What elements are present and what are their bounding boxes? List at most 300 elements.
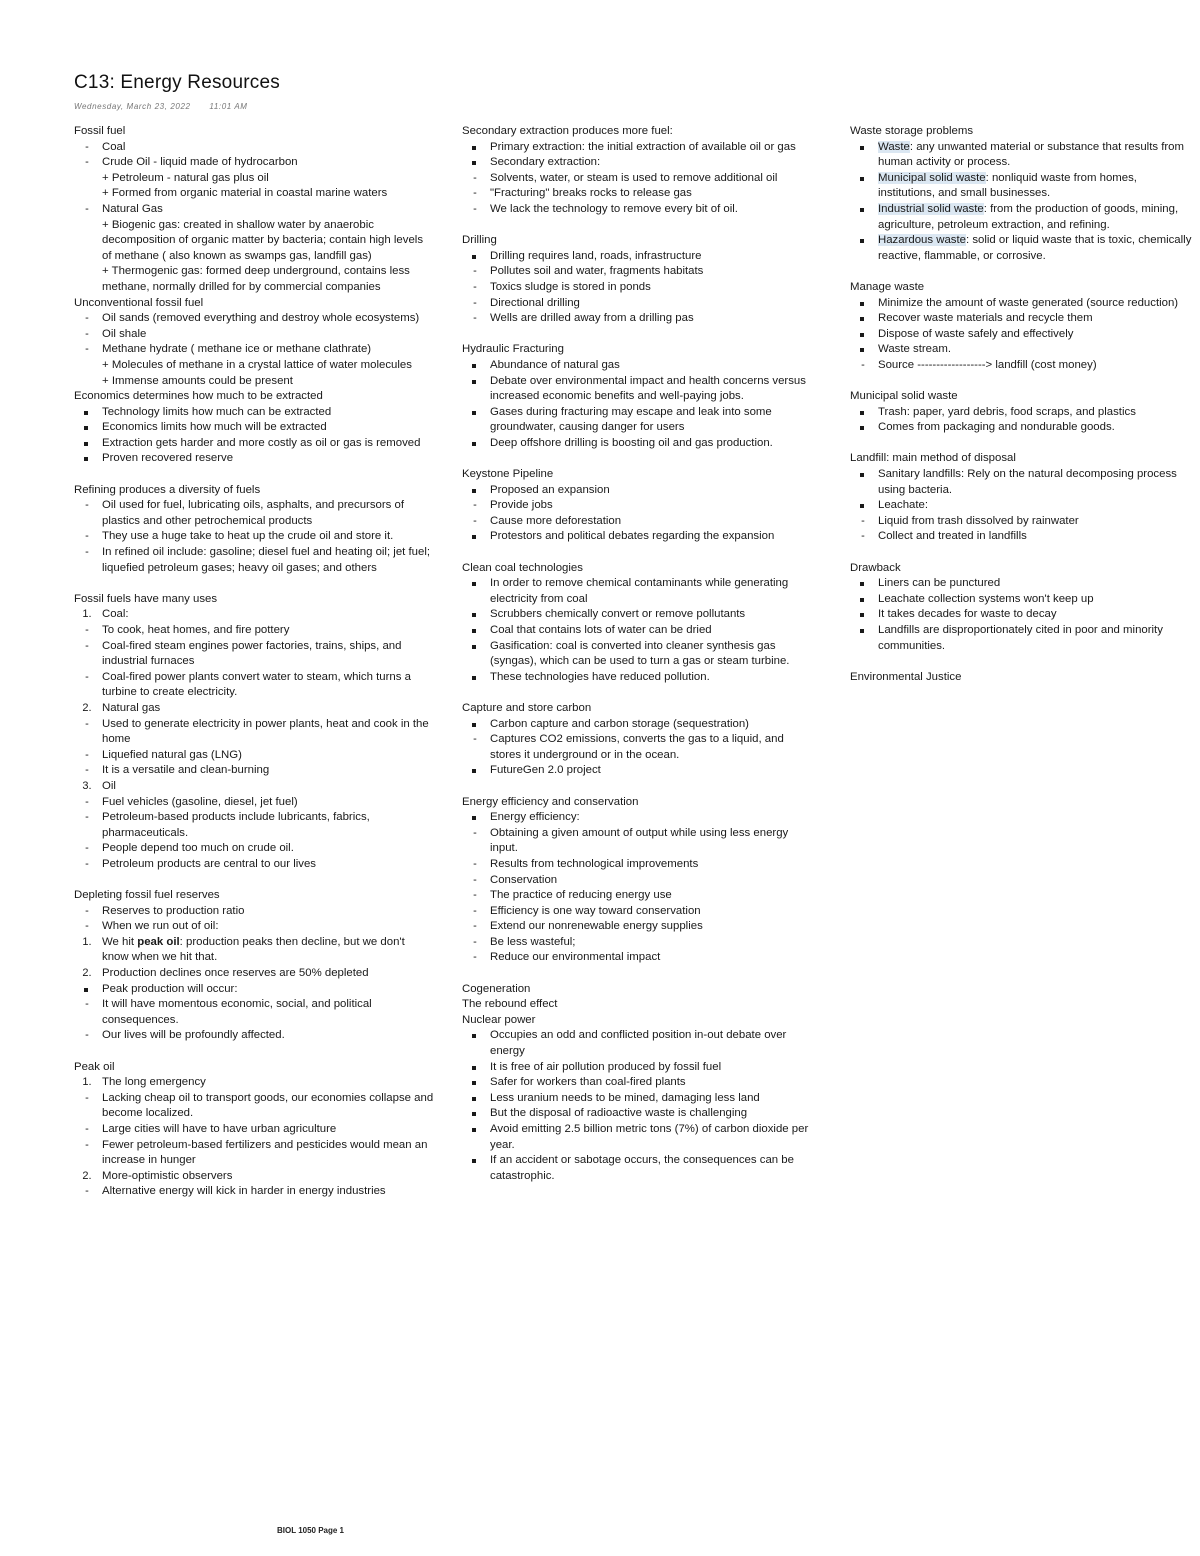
item-text: It is free of air pollution produced by fossil fuel [490,1060,722,1073]
item-text: Fewer petroleum-based fertilizers and pesticides would mean an increase in hunger [102,1138,428,1167]
dash-bullet-icon: - [85,1138,89,1151]
item-text: Obtaining a given amount of output while using less energy input. [490,826,789,855]
item-text: Our lives will be profoundly affected. [102,1029,285,1042]
list-item [74,140,434,156]
item-text: : nonliquid waste from homes, institutions, and small businesses. [878,171,1137,200]
list-item [850,342,1195,358]
dash-bullet-icon: - [85,156,89,169]
item-text: Extend our nonrenewable energy supplies [490,920,703,933]
item-text: Peak production will occur: [102,982,238,995]
list-item [74,420,434,436]
item-text: But the disposal of radioactive waste is challenging [490,1107,748,1120]
item-text: Abundance of natural gas [490,358,620,371]
list-item [462,732,817,763]
list-item [74,982,434,998]
item-text: Landfills are disproportionately cited in poor and minority communities. [878,624,1163,652]
item-text: Energy efficiency and conservation [462,795,639,808]
list-item [462,1106,817,1122]
item-text: + Petroleum - natural gas plus oil [102,171,269,184]
list-item [462,529,817,545]
list-item [74,186,434,202]
item-text: + Thermogenic gas: formed deep underground, contains less methane, normally drilled for by commercial companies [102,265,410,293]
item-text: Unconventional fossil fuel [74,296,204,309]
list-item [74,1028,434,1044]
list-item [462,171,817,187]
item-text: Hydraulic Fracturing [462,343,564,356]
item-text: Coal-fired power plants convert water to steam, which turns a turbine to create electricity. [102,670,411,699]
dash-bullet-icon: - [861,530,865,543]
dash-bullet-icon: - [473,171,477,184]
dash-bullet-icon: - [85,1123,89,1135]
item-text: Manage waste [850,280,925,293]
item-text: Leachate: [878,499,929,512]
item-text: Petroleum products are central to our lives [102,857,316,870]
highlighted-term: Municipal solid waste [878,171,986,184]
highlighted-term: Hazardous waste [878,234,967,247]
list-item [74,374,434,390]
list-item [462,607,817,623]
list-number: 1. [82,608,92,621]
item-text: Less uranium needs to be mined, damaging less land [490,1091,760,1104]
section-heading [462,467,817,483]
list-item [74,264,434,295]
item-text: Fossil fuels have many uses [74,592,218,605]
list-item [74,623,434,639]
item-text: Drilling [462,234,497,247]
list-item [462,873,817,889]
dash-bullet-icon: - [85,1091,89,1104]
list-item [74,841,434,857]
highlighted-term: Waste [878,140,910,153]
list-item [850,140,1195,171]
item-text: Results from technological improvements [490,857,699,870]
item-text: Carbon capture and carbon storage (sequestration) [490,717,749,730]
list-item [462,514,817,530]
list-number: 2. [82,967,92,980]
item-text: It is a versatile and clean-burning [102,764,270,777]
list-item [74,779,434,795]
item-text: Collect and treated in landfills [878,530,1027,543]
list-item [462,155,817,171]
item-text: Economics limits how much will be extracted [102,421,327,434]
item-text: Extraction gets harder and more costly as oil or gas is removed [102,436,421,449]
item-text: Directional drilling [490,296,580,309]
list-item [74,498,434,529]
list-item [74,327,434,343]
item-text: : any unwanted material or substance that results from human activity or process. [878,140,1185,169]
item-text: Landfill: main method of disposal [850,452,1016,465]
item-text: Wells are drilled away from a drilling pas [490,312,694,325]
list-item [74,342,434,358]
item-text: Provide jobs [490,499,553,512]
list-item [462,358,817,374]
list-item [850,498,1195,514]
list-item [462,405,817,436]
list-item [74,1091,434,1122]
section-heading [74,483,434,499]
item-text: Coal: [102,608,129,621]
section-heading [850,451,1195,467]
dash-bullet-icon: - [85,748,89,761]
notes-column-1 [74,124,434,1200]
item-text: Reduce our environmental impact [490,951,661,964]
list-item [462,935,817,951]
item-text: To cook, heat homes, and fire pottery [102,624,290,636]
item-text: Cogeneration [462,982,531,995]
list-item [850,592,1195,608]
item-text: Coal-fired steam engines power factories, trains, ships, and industrial furnaces [102,639,402,668]
dash-bullet-icon: - [85,998,89,1011]
item-text: Drawback [850,561,901,574]
dash-bullet-icon: - [473,265,477,278]
list-item [462,140,817,156]
item-text: Safer for workers than coal-fired plants [490,1076,686,1089]
section-heading [462,701,817,717]
item-text: Used to generate electricity in power plants, heat and cook in the home [102,717,429,746]
dash-bullet-icon: - [473,280,477,293]
section-heading [74,888,434,904]
item-text: It will have momentous economic, social, and political consequences. [102,998,372,1026]
item-text: Capture and store carbon [462,701,592,714]
list-item [850,171,1195,202]
list-item [850,405,1195,421]
item-text: Gases during fracturing may escape and leak into some groundwater, causing danger for users [490,405,772,434]
item-text: Occupies an odd and conflicted position in-out debate over energy [490,1029,787,1058]
item-text: Municipal solid waste [850,390,958,403]
dash-bullet-icon: - [85,499,89,512]
section-heading [850,561,1195,577]
item-text: Toxics sludge is stored in ponds [490,280,651,293]
list-item [462,623,817,639]
item-text: : production peaks then decline, but we don't know when we hit that. [102,935,405,964]
list-item [74,997,434,1028]
dash-bullet-icon: - [473,904,477,917]
list-item [462,717,817,733]
list-item [462,576,817,607]
dash-bullet-icon: - [85,842,89,855]
dash-bullet-icon: - [85,140,89,153]
section-heading [850,280,1195,296]
list-item [74,436,434,452]
dash-bullet-icon: - [473,873,477,886]
item-text: We lack the technology to remove every bit of oil. [490,202,738,215]
dash-bullet-icon: - [85,1185,89,1198]
dash-bullet-icon: - [85,343,89,356]
list-item [74,717,434,748]
item-text: Lacking cheap oil to transport goods, our economies collapse and become localized. [102,1091,434,1120]
list-item [462,1060,817,1076]
item-text: Dispose of waste safely and effectively [878,327,1074,340]
item-text: Scrubbers chemically convert or remove pollutants [490,608,746,621]
dash-bullet-icon: - [473,826,477,839]
list-item [462,202,817,218]
item-text: Keystone Pipeline [462,468,554,481]
item-text-prefix: We hit [102,935,138,948]
item-text: Clean coal technologies [462,561,583,574]
list-item [74,966,434,982]
list-number: 2. [82,1169,92,1182]
dash-bullet-icon: - [85,327,89,340]
list-item [74,1184,434,1200]
dash-bullet-icon: - [473,514,477,527]
list-item [74,529,434,545]
dash-bullet-icon: - [473,935,477,948]
item-text: Leachate collection systems won't keep up [878,592,1094,605]
section-heading [462,124,817,140]
list-number: 1. [82,1076,92,1089]
item-text: Secondary extraction: [490,156,601,169]
item-text: More-optimistic observers [102,1169,233,1182]
page-time: 11:01 AM [209,102,248,111]
dash-bullet-icon: - [473,951,477,964]
item-text: Production declines once reserves are 50% depleted [102,967,369,980]
item-text: Minimize the amount of waste generated (source reduction) [878,296,1179,309]
list-item [74,451,434,467]
item-text: Conservation [490,873,558,886]
item-text: Be less wasteful; [490,935,576,948]
list-item [74,795,434,811]
list-item [850,311,1195,327]
list-item [850,607,1195,623]
page-timestamp [74,102,248,111]
page-footer: BIOL 1050 Page 1 [277,1526,344,1535]
list-item [74,405,434,421]
item-text: The long emergency [102,1076,206,1089]
list-item [462,186,817,202]
notes-column-3 [850,124,1195,685]
dash-bullet-icon: - [473,499,477,512]
dash-bullet-icon: - [85,795,89,808]
item-text: The rebound effect [462,998,558,1011]
item-text: Solvents, water, or steam is used to remove additional oil [490,171,778,184]
dash-bullet-icon: - [861,514,865,527]
item-text: Pollutes soil and water, fragments habitats [490,265,704,278]
section-heading [462,1013,817,1029]
list-item [74,935,434,966]
list-item [462,639,817,670]
dash-bullet-icon: - [85,312,89,325]
page-title: C13: Energy Resources [74,72,280,93]
item-text: If an accident or sabotage occurs, the consequences can be catastrophic. [490,1154,794,1182]
list-item [850,576,1195,592]
section-heading [462,561,817,577]
list-item [462,311,817,327]
list-item [462,810,817,826]
section-heading [462,997,817,1013]
dash-bullet-icon: - [85,857,89,870]
list-item [462,888,817,904]
item-text: Refining produces a diversity of fuels [74,483,261,496]
item-text: They use a huge take to heat up the crude oil and store it. [102,530,394,543]
item-text: Environmental Justice [850,670,962,683]
list-item [462,249,817,265]
list-item [462,950,817,966]
item-text: FutureGen 2.0 project [490,764,601,777]
list-item [74,1122,434,1138]
list-item [850,233,1195,264]
item-text: Proposed an expansion [490,483,610,496]
item-text: Natural Gas [102,202,163,215]
item-text: Comes from packaging and nondurable goods. [878,421,1115,434]
list-item [74,670,434,701]
item-text: Natural gas [102,701,161,714]
list-item [74,904,434,920]
item-text: Debate over environmental impact and health concerns versus increased economic benefits and well-paying jobs. [490,374,806,403]
item-text: Deep offshore drilling is boosting oil and gas production. [490,436,773,449]
item-text: Crude Oil - liquid made of hydrocarbon [102,156,298,169]
item-text: Technology limits how much can be extracted [102,405,332,418]
item-text: Fossil fuel [74,125,126,137]
list-item [74,218,434,265]
item-text: Trash: paper, yard debris, food scraps, and plastics [878,405,1136,418]
list-item [74,810,434,841]
list-number: 3. [82,779,92,792]
bold-term: peak oil [137,935,180,948]
section-heading [74,389,434,405]
item-text: The practice of reducing energy use [490,889,672,902]
dash-bullet-icon: - [85,904,89,917]
list-item [462,904,817,920]
item-text: Oil shale [102,327,147,340]
dash-bullet-icon: - [473,857,477,870]
section-heading [850,389,1195,405]
item-text: Reserves to production ratio [102,904,245,917]
list-item [462,1122,817,1153]
list-item [74,607,434,623]
item-text: Captures CO2 emissions, converts the gas to a liquid, and stores it underground or in the ocean. [490,733,784,761]
list-number: 1. [82,935,92,948]
page-date: Wednesday, March 23, 2022 [74,102,191,111]
item-text: It takes decades for waste to decay [878,608,1057,621]
list-item [462,826,817,857]
list-item [74,1169,434,1185]
list-item [74,171,434,187]
item-text: : from the production of goods, mining, agriculture, petroleum extraction, and refining. [878,202,1179,231]
list-item [850,202,1195,233]
item-text: Coal [102,140,126,153]
section-heading [462,233,817,249]
list-item [462,1091,817,1107]
list-item [462,296,817,312]
dash-bullet-icon: - [85,639,89,652]
section-heading [74,592,434,608]
item-text: Waste stream. [878,343,951,356]
item-text: + Formed from organic material in coastal marine waters [102,187,388,200]
item-text: Recover waste materials and recycle them [878,312,1093,325]
dash-bullet-icon: - [85,670,89,683]
list-item [462,1075,817,1091]
item-text: Cause more deforestation [490,514,622,527]
list-item [74,919,434,935]
dash-bullet-icon: - [473,296,477,309]
dash-bullet-icon: - [85,202,89,215]
list-item [462,483,817,499]
dash-bullet-icon: - [473,202,477,215]
list-item [850,358,1195,374]
item-text: Avoid emitting 2.5 billion metric tons (7%) of carbon dioxide per year. [490,1123,809,1151]
list-item [462,919,817,935]
item-text: + Molecules of methane in a crystal lattice of water molecules [102,358,412,371]
list-item [74,1075,434,1091]
section-heading [74,124,434,140]
item-text: Sanitary landfills: Rely on the natural decomposing process using bacteria. [878,468,1177,496]
item-text: Primary extraction: the initial extraction of available oil or gas [490,140,796,153]
list-item [74,545,434,576]
list-item [462,264,817,280]
item-text: Protestors and political debates regarding the expansion [490,530,775,543]
dash-bullet-icon: - [85,530,89,543]
notes-column-2 [462,124,817,1184]
section-heading [74,1060,434,1076]
dash-bullet-icon: - [85,920,89,933]
item-text: Oil sands (removed everything and destroy whole ecosystems) [102,312,420,325]
list-item [74,748,434,764]
dash-bullet-icon: - [473,733,477,746]
item-text: Petroleum-based products include lubricants, fabrics, pharmaceuticals. [102,811,370,839]
item-text: Source ------------------> landfill (cost money) [878,358,1097,371]
list-item [462,670,817,686]
item-text: Efficiency is one way toward conservation [490,904,701,917]
dash-bullet-icon: - [85,764,89,777]
item-text: Coal that contains lots of water can be dried [490,624,712,636]
item-text: Liquid from trash dissolved by rainwater [878,514,1079,527]
dash-bullet-icon: - [85,1029,89,1042]
list-number: 2. [82,701,92,714]
item-text: + Immense amounts could be present [102,374,293,387]
item-text: Nuclear power [462,1013,536,1026]
item-text: When we run out of oil: [102,920,219,933]
item-text: "Fracturing" breaks rocks to release gas [490,187,692,200]
section-heading [850,124,1195,140]
list-item [74,701,434,717]
list-item [462,763,817,779]
item-text: Methane hydrate ( methane ice or methane clathrate) [102,343,372,356]
item-text: These technologies have reduced pollution. [490,670,710,683]
item-text: Energy efficiency: [490,811,580,824]
item-text: Alternative energy will kick in harder in energy industries [102,1185,386,1198]
list-item [74,639,434,670]
dash-bullet-icon: - [473,920,477,933]
list-item [74,311,434,327]
item-text: Liners can be punctured [878,577,1001,590]
item-text: Oil used for fuel, lubricating oils, asphalts, and precursors of plastics and other petrochemical products [102,499,405,527]
dash-bullet-icon: - [85,717,89,730]
item-text: Waste storage problems [850,125,974,137]
list-item [462,436,817,452]
list-item [462,857,817,873]
list-item [850,514,1195,530]
item-text: Fuel vehicles (gasoline, diesel, jet fuel) [102,795,298,808]
section-heading [462,982,817,998]
list-item [462,280,817,296]
section-heading [74,296,434,312]
dash-bullet-icon: - [85,546,89,559]
item-text: Oil [102,779,116,792]
item-text: Peak oil [74,1060,115,1073]
dash-bullet-icon: - [473,312,477,325]
list-item [462,1153,817,1184]
dash-bullet-icon: - [85,624,89,636]
item-text: Proven recovered reserve [102,452,234,465]
list-item [74,857,434,873]
section-heading [462,342,817,358]
section-heading [462,795,817,811]
list-item [74,202,434,218]
list-item [850,420,1195,436]
item-text: Drilling requires land, roads, infrastructure [490,249,702,262]
item-text: In refined oil include: gasoline; diesel fuel and heating oil; jet fuel; liquefied petroleum gases; heavy oil gases; and others [102,546,431,574]
list-item [74,358,434,374]
